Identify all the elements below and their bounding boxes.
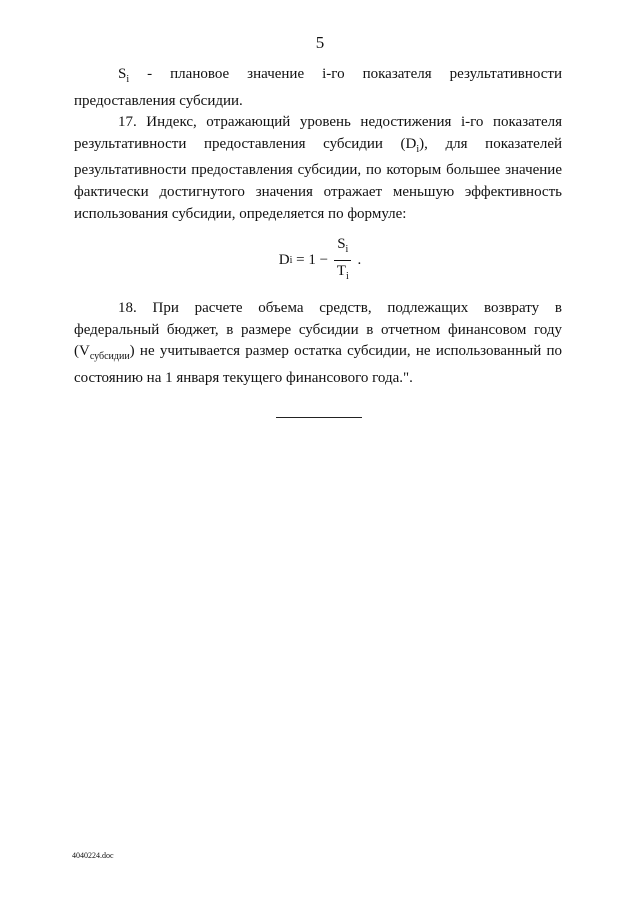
formula-lhs-sub: i xyxy=(289,254,293,266)
closing-rule xyxy=(276,417,362,418)
file-name-footer: 4040224.doc xyxy=(72,851,114,860)
definition-si xyxy=(74,64,562,112)
formula-end: . xyxy=(353,251,362,268)
p18-lead: 18. При расчете объема средств, подлежащих возврату в федеральный бюджет, в размере субсидии в отчетном финансовом году (V xyxy=(74,300,562,360)
paragraph-18 xyxy=(74,298,562,389)
page-number: 5 xyxy=(315,33,325,52)
fraction-denominator: $T_i$ xyxy=(336,263,349,283)
si-symbol: S xyxy=(118,66,127,82)
formula-di xyxy=(78,235,562,286)
si-definition-text: - плановое значение i-го показателя результативности предоставления субсидии. xyxy=(74,66,562,109)
formula-eq: = 1 − xyxy=(292,251,332,268)
fraction-numerator: $S_i$ xyxy=(334,235,351,261)
paragraph-17 xyxy=(74,112,562,225)
p17-lead: 17. Индекс, отражающий уровень недостижения i-го показателя результативности предоставления субсидии (D xyxy=(74,114,562,152)
si-subscript: i xyxy=(126,74,130,85)
document-body xyxy=(74,64,562,390)
p18-subscript: субсидии xyxy=(89,351,130,363)
formula-lhs: D xyxy=(278,251,290,268)
formula-fraction xyxy=(334,235,352,286)
p17-subscript: i xyxy=(416,143,420,155)
p18-tail: ) не учитывается размер остатка субсидии, не использованный по состоянию на 1 января текущего финансового года.". xyxy=(74,343,562,386)
p17-tail: ), для показателей результативности предоставления субсидии, по которым большее значение фактически достигнутого значения отражает меньшую эффективность использования субсидии, определяется по формуле: xyxy=(74,135,562,222)
